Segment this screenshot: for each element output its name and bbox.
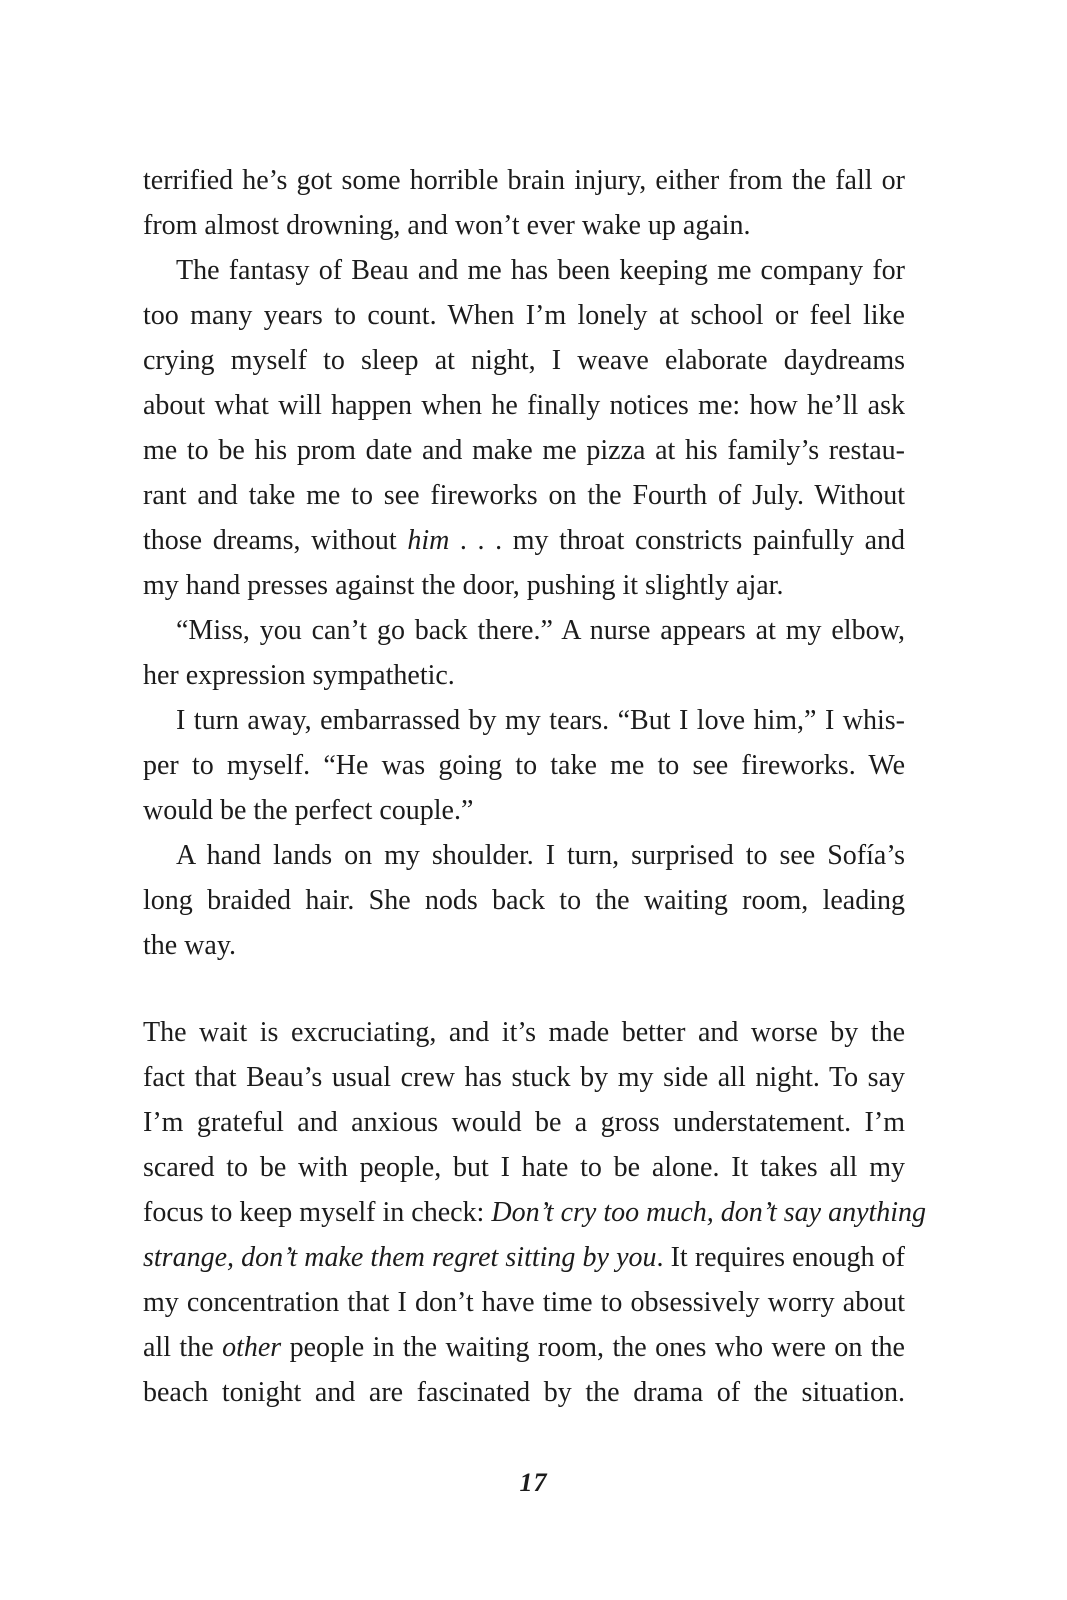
text-line: from almost drowning, and won’t ever wake up again.: [143, 210, 751, 241]
text-line: scared to be with people, but I hate to be alone. It takes all my: [143, 1152, 905, 1183]
text-line: crying myself to sleep at night, I weave elaborate daydreams: [143, 345, 905, 376]
italic-text: other: [222, 1332, 282, 1363]
text-line: about what will happen when he finally notices me: how he’ll ask: [143, 390, 905, 421]
text-run: . . . my throat constricts painfully and: [449, 525, 905, 556]
text-run: . It requires enough of: [656, 1242, 905, 1273]
text-line: I turn away, embarrassed by my tears. “But I love him,” I whis-: [176, 705, 905, 736]
text-line: [143, 1190, 927, 1235]
text-line: terrified he’s got some horrible brain injury, either from the fall or: [143, 165, 905, 196]
text-line: me to be his prom date and make me pizza at his family’s restau-: [143, 435, 905, 466]
text-line: her expression sympathetic.: [143, 660, 455, 691]
text-line: rant and take me to see fireworks on the Fourth of July. Without: [143, 480, 905, 511]
text-line: per to myself. “He was going to take me to see fireworks. We: [143, 750, 905, 781]
text-line: my concentration that I don’t have time to obsessively worry about: [143, 1287, 905, 1318]
italic-text: strange, don’t make them regret sitting by you: [143, 1242, 657, 1273]
text-run: people in the waiting room, the ones who were on the: [281, 1332, 905, 1363]
text-line: [143, 1325, 905, 1370]
text-line: fact that Beau’s usual crew has stuck by my side all night. To say: [143, 1062, 905, 1093]
text-line: A hand lands on my shoulder. I turn, surprised to see Sofía’s: [176, 840, 905, 871]
page-number: 17: [519, 1468, 548, 1497]
text-line: beach tonight and are fascinated by the drama of the situation.: [143, 1377, 905, 1408]
text-run: focus to keep myself in check:: [143, 1197, 492, 1228]
text-line: the way.: [143, 930, 237, 961]
text-line: The fantasy of Beau and me has been keeping me company for: [176, 255, 905, 286]
text-line: [143, 518, 905, 563]
text-line: my hand presses against the door, pushing it slightly ajar.: [143, 570, 784, 601]
text-line: The wait is excruciating, and it’s made better and worse by the: [143, 1017, 905, 1048]
text-section-1: [143, 158, 905, 968]
text-line: would be the perfect couple.”: [143, 795, 474, 826]
text-run: those dreams, without: [143, 525, 408, 556]
text-line: too many years to count. When I’m lonely at school or feel like: [143, 300, 905, 331]
italic-text: Don’t cry too much, don’t say anything: [491, 1197, 927, 1228]
text-line: “Miss, you can’t go back there.” A nurse appears at my elbow,: [176, 615, 905, 646]
text-run: all the: [143, 1332, 223, 1363]
text-line: I’m grateful and anxious would be a gross understatement. I’m: [143, 1107, 905, 1138]
text-line: [143, 1235, 905, 1280]
text-section-2: [143, 1010, 927, 1415]
text-line: long braided hair. She nods back to the waiting room, leading: [143, 885, 905, 916]
italic-text: him: [407, 525, 450, 556]
